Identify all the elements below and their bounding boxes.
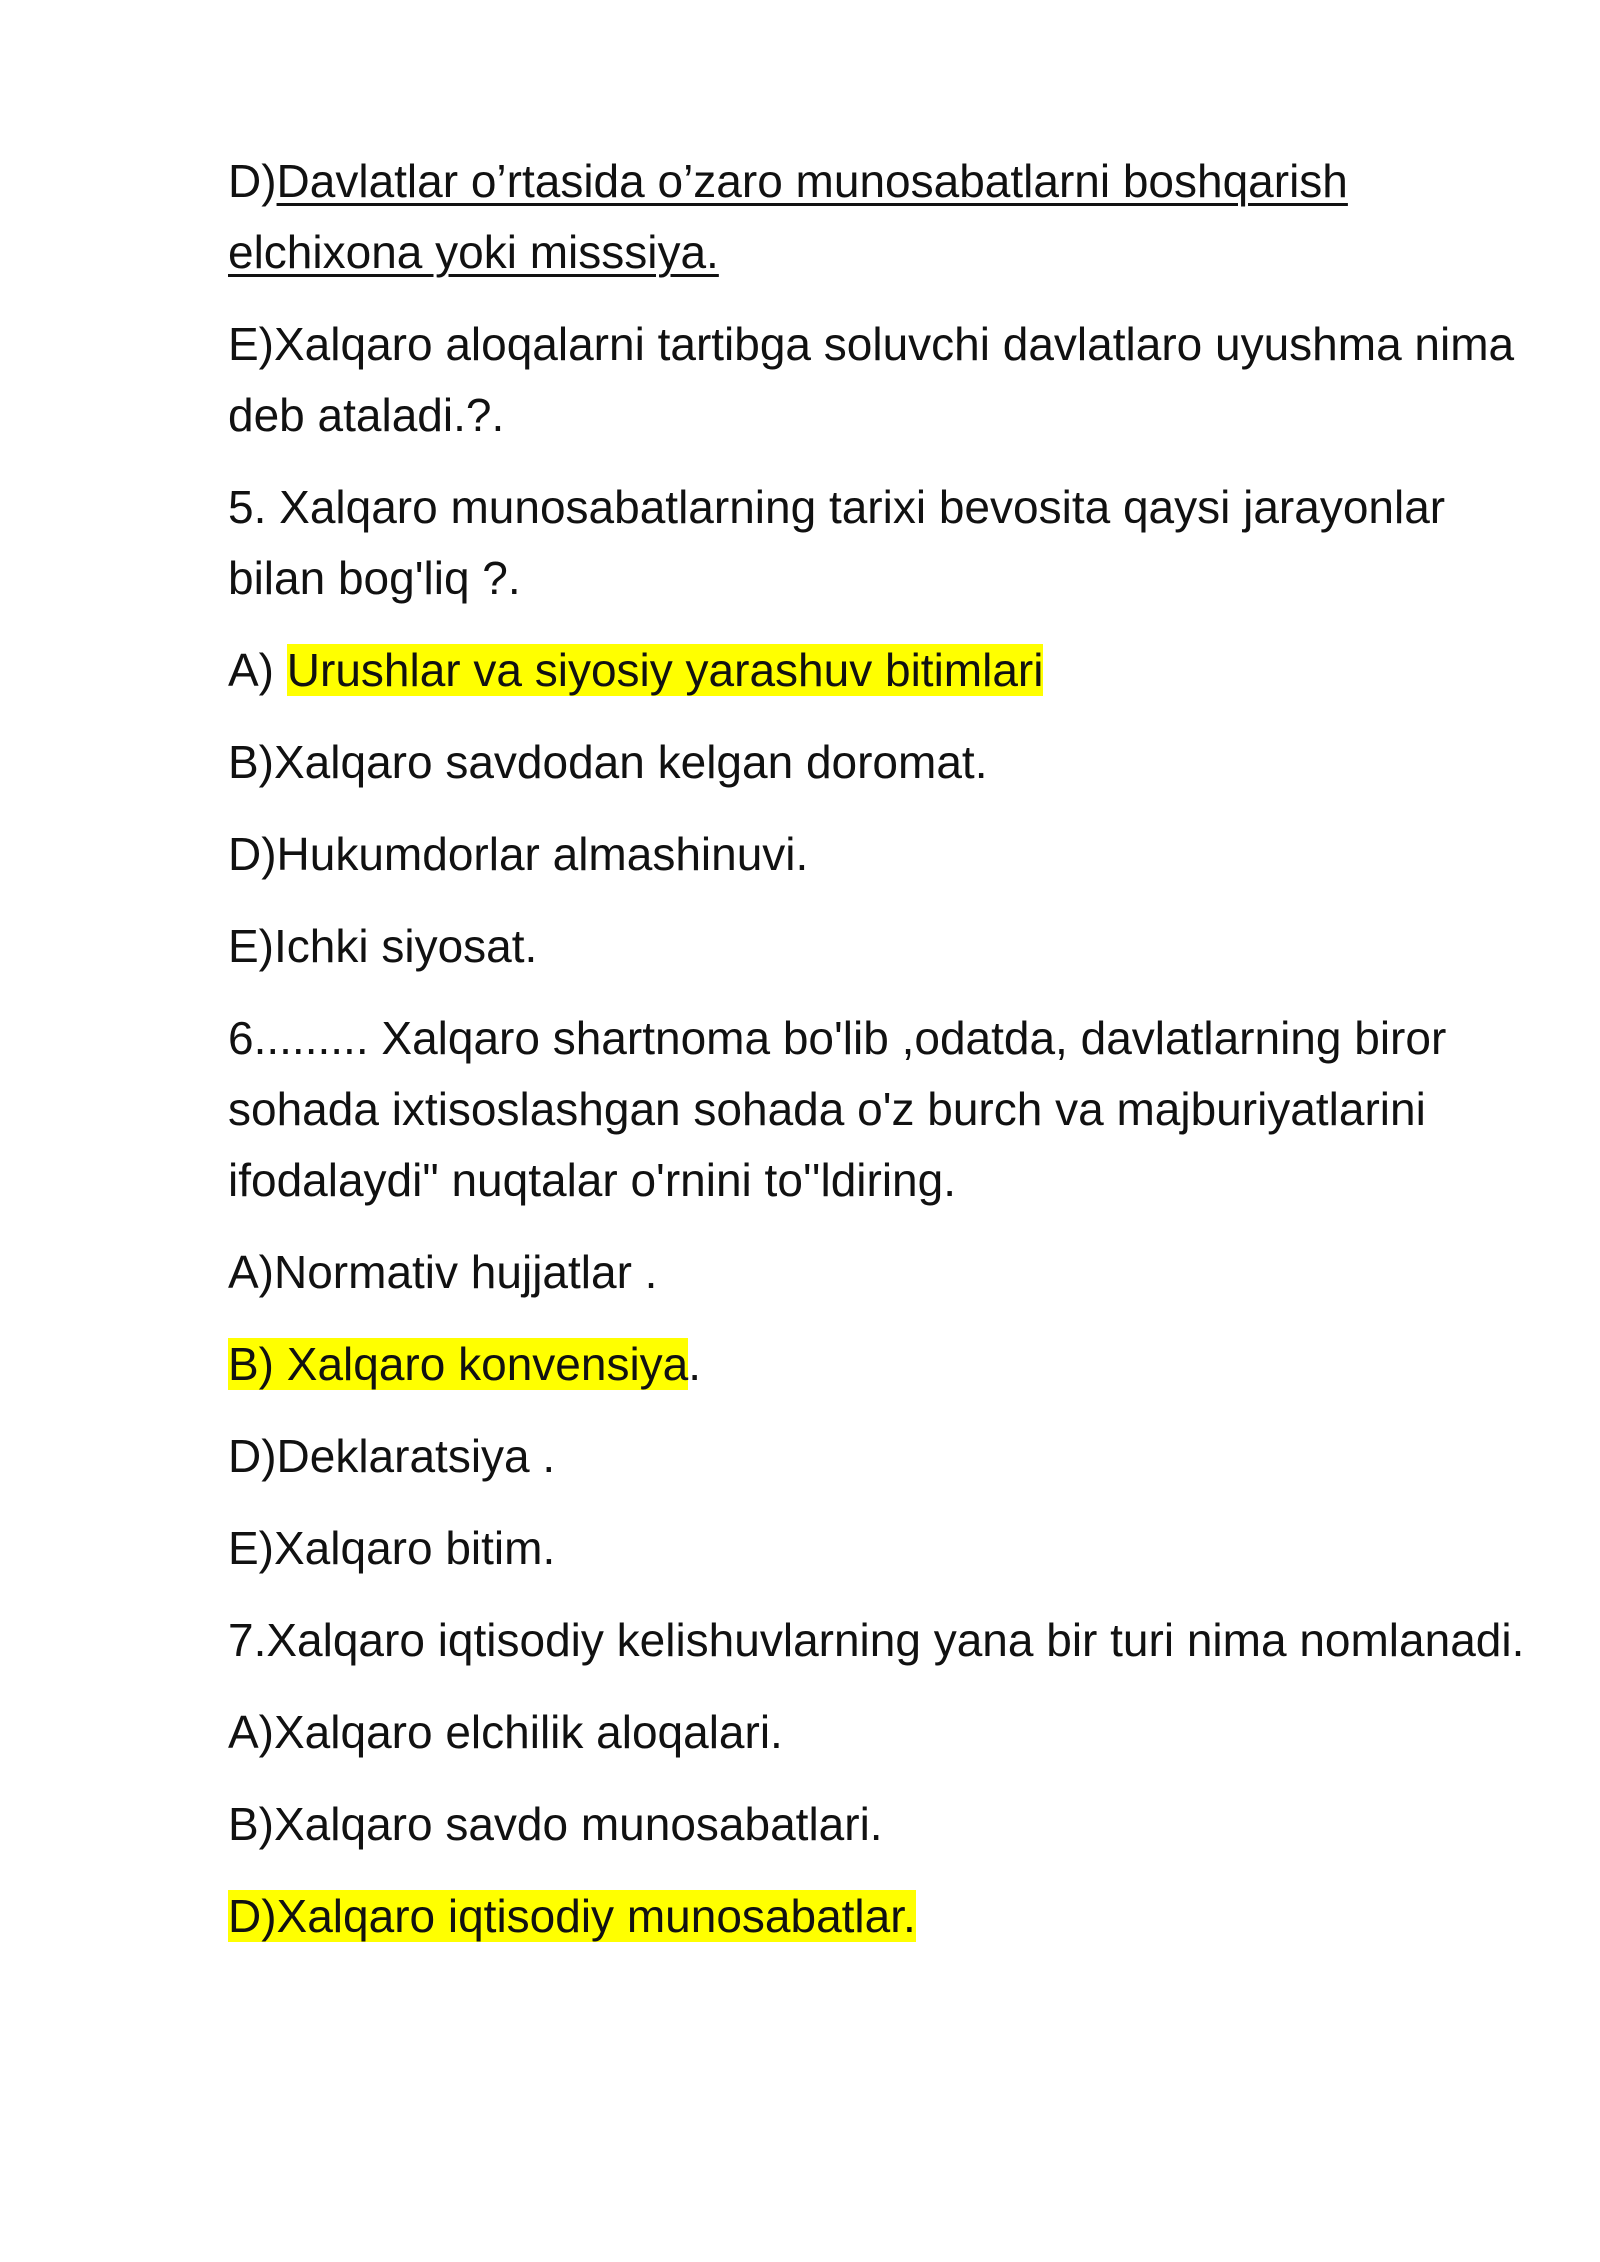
q5-option-e: E)Ichki siyosat. [228,920,538,972]
q5-question: 5. Xalqaro munosabatlarning tarixi bevosita qaysi jarayonlar bilan bog'liq ?. [228,481,1446,604]
q4-option-d-prefix: D) [228,155,277,207]
q6-option-e: E)Xalqaro bitim. [228,1522,556,1574]
q5-option-a [228,635,1528,706]
q5-option-b: B)Xalqaro savdodan kelgan doromat. [228,736,988,788]
q6-question: 6......... Xalqaro shartnoma bo'lib ,odatda, davlatlarning biror sohada ixtisoslashgan sohada o'z burch va majburiyatlarini ifodalaydi" nuqtalar o'rnini to''ldiring. [228,1012,1447,1206]
q7-option-d [228,1881,1528,1952]
q6-option-b [228,1329,1528,1400]
q7-question: 7.Xalqaro iqtisodiy kelishuvlarning yana bir turi nima nomlanadi. [228,1614,1525,1666]
q5-option-a-answer: Urushlar va siyosiy yarashuv bitimlari [286,644,1044,696]
q6-option-b-answer: B) Xalqaro konvensiya [228,1338,689,1390]
q7-option-d-answer: D)Xalqaro iqtisodiy munosabatlar. [228,1890,916,1942]
q4-option-d-text: Davlatlar o’rtasida o’zaro munosabatlarni boshqarish elchixona yoki misssiya. [228,155,1348,278]
document-page [228,146,1528,1973]
q7-option-b: B)Xalqaro savdo munosabatlari. [228,1798,883,1850]
q4-option-d [228,146,1528,288]
q5-option-d: D)Hukumdorlar almashinuvi. [228,828,809,880]
q5-option-a-prefix: A) [228,644,287,696]
q4-option-e: E)Xalqaro aloqalarni tartibga soluvchi davlatlaro uyushma nima deb ataladi.?. [228,318,1515,441]
q6-option-d: D)Deklaratsiya . [228,1430,556,1482]
q6-option-a: A)Normativ hujjatlar . [228,1246,658,1298]
q7-option-a: A)Xalqaro elchilik aloqalari. [228,1706,783,1758]
q6-option-b-suffix: . [688,1338,702,1390]
